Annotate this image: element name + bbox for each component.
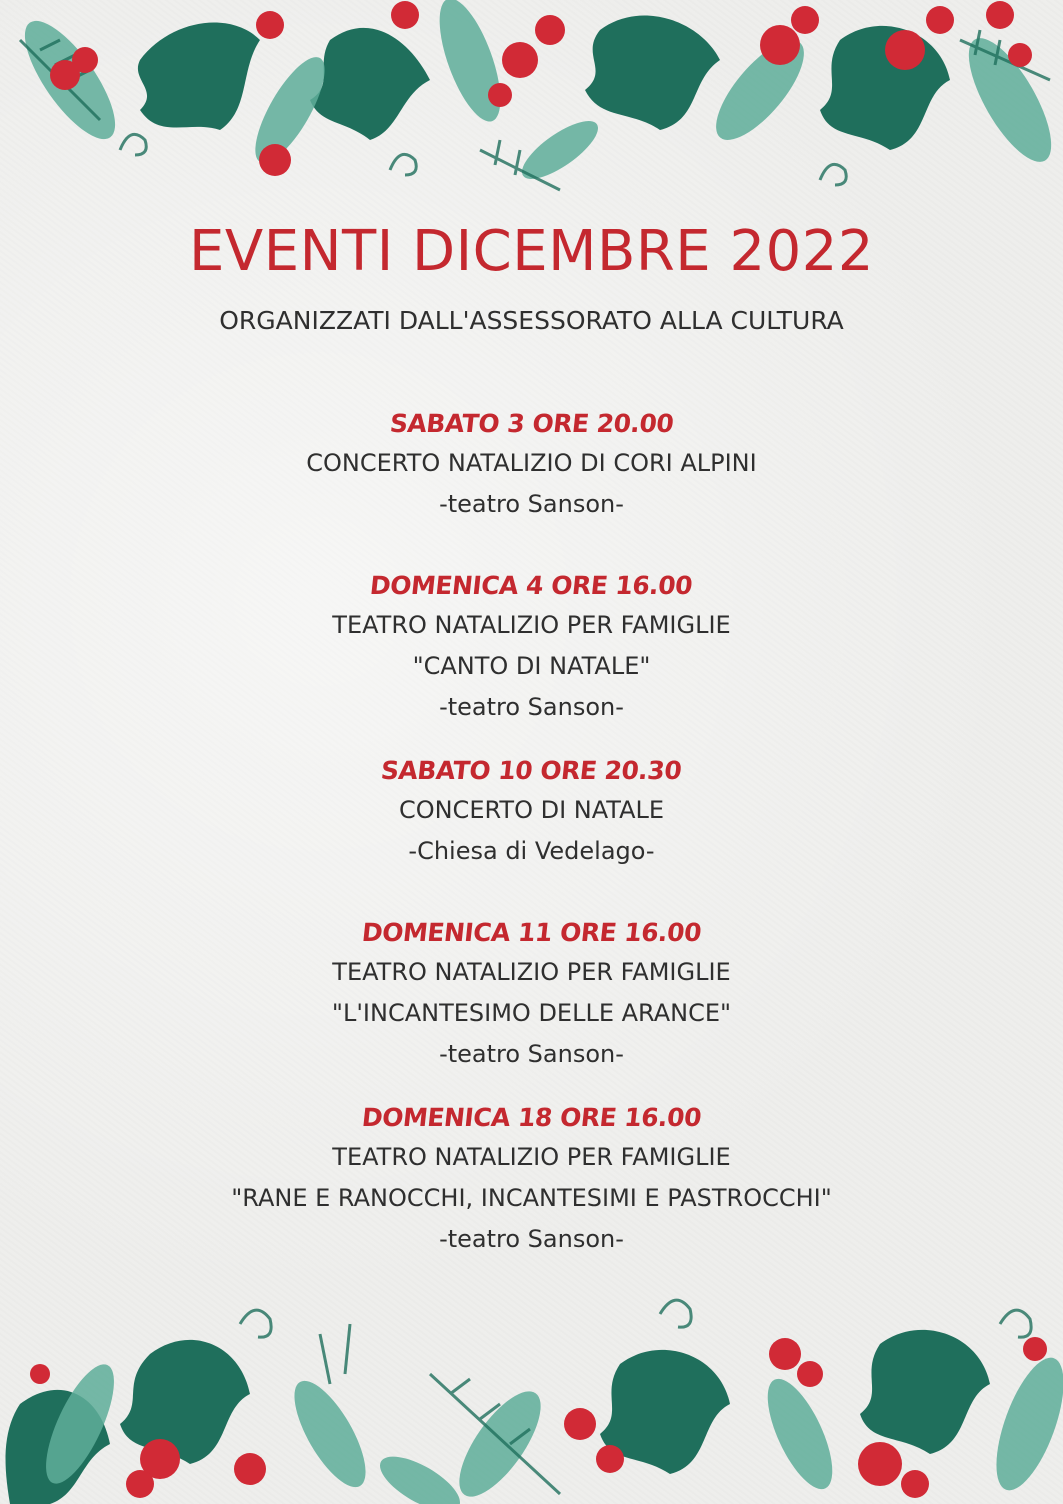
event-datetime: DOMENICA 18 ORE 16.00	[360, 1103, 703, 1132]
event-item	[0, 405, 1063, 525]
events-list	[0, 405, 1063, 1260]
event-venue: -teatro Sanson-	[439, 1225, 624, 1253]
page-title: EVENTI DICEMBRE 2022	[189, 219, 874, 284]
event-datetime: SABATO 10 ORE 20.30	[379, 756, 684, 785]
event-title: TEATRO NATALIZIO PER FAMIGLIE	[332, 611, 731, 639]
event-datetime: DOMENICA 4 ORE 16.00	[368, 571, 695, 600]
event-datetime: SABATO 3 ORE 20.00	[388, 409, 675, 438]
event-venue: -teatro Sanson-	[439, 1040, 624, 1068]
event-venue: -Chiesa di Vedelago-	[408, 837, 655, 865]
event-datetime: DOMENICA 11 ORE 16.00	[360, 918, 703, 947]
event-venue: -teatro Sanson-	[439, 693, 624, 721]
holly-garland-top-icon	[0, 0, 1063, 215]
event-item	[0, 1099, 1063, 1260]
event-show-name: "L'INCANTESIMO DELLE ARANCE"	[331, 999, 732, 1027]
event-title: CONCERTO DI NATALE	[398, 796, 665, 824]
event-item	[0, 567, 1063, 728]
event-title: TEATRO NATALIZIO PER FAMIGLIE	[332, 958, 731, 986]
event-title: TEATRO NATALIZIO PER FAMIGLIE	[332, 1143, 731, 1171]
event-title: CONCERTO NATALIZIO DI CORI ALPINI	[306, 449, 757, 477]
flyer-content	[0, 205, 1063, 1260]
page-subtitle: ORGANIZZATI DALL'ASSESSORATO ALLA CULTURA	[219, 306, 844, 335]
holly-garland-bottom-icon	[0, 1294, 1063, 1504]
event-item	[0, 752, 1063, 872]
event-item	[0, 914, 1063, 1075]
event-venue: -teatro Sanson-	[439, 490, 624, 518]
event-show-name: "CANTO DI NATALE"	[412, 652, 651, 680]
event-show-name: "RANE E RANOCCHI, INCANTESIMI E PASTROCCHI"	[231, 1184, 832, 1212]
